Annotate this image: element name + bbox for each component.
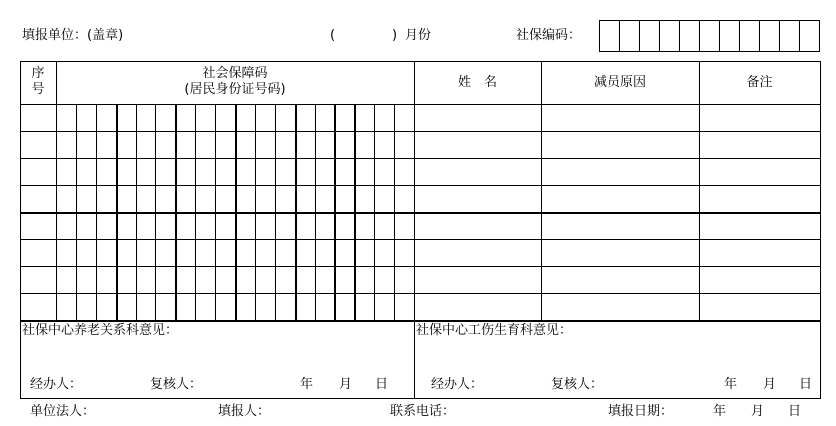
unit-label: 填报单位：(盖章) <box>22 28 124 43</box>
fill-date-month: 月 <box>751 404 765 419</box>
col-line-seq <box>56 61 57 320</box>
id-digit-line <box>394 104 395 320</box>
id-digit-line <box>235 104 237 320</box>
id-digit-line <box>295 104 297 320</box>
table-right-border <box>820 61 821 399</box>
left-day: 日 <box>375 377 389 392</box>
row-line <box>20 320 820 322</box>
table-left-border <box>20 61 21 398</box>
id-digit-line <box>334 104 336 320</box>
legal-rep-label: 单位法人： <box>30 404 96 419</box>
right-month: 月 <box>763 377 777 392</box>
id-digit-line <box>354 104 356 320</box>
fill-date-year: 年 <box>713 404 727 419</box>
id-digit-line <box>195 104 196 320</box>
id-digit-line <box>215 104 216 320</box>
row-line <box>20 158 820 159</box>
col-seq-header <box>20 66 56 98</box>
right-opinion-title: 社保中心工伤生育科意见： <box>416 323 573 338</box>
left-month: 月 <box>339 377 353 392</box>
col-reason-header: 减员原因 <box>593 75 646 90</box>
id-digit-line <box>175 104 177 320</box>
col-code-line2: (居民身份证号码) <box>184 82 286 97</box>
right-handler-label: 经办人： <box>431 377 484 392</box>
paren-open: ( <box>330 28 336 43</box>
id-digit-line <box>96 104 97 320</box>
col-seq-char1: 序 <box>31 66 45 81</box>
id-digit-line <box>255 104 256 320</box>
table-bottom-border <box>20 398 821 399</box>
col-name-header: 姓 名 <box>457 75 497 90</box>
col-code-line1: 社会保障码 <box>202 66 268 81</box>
id-digit-line <box>116 104 118 320</box>
row-line <box>20 266 820 267</box>
row-line <box>20 239 820 240</box>
id-digit-line <box>315 104 316 320</box>
fill-date-label: 填报日期： <box>608 404 674 419</box>
col-seq-char2: 号 <box>31 82 45 97</box>
row-line <box>20 212 820 214</box>
right-day: 日 <box>799 377 813 392</box>
row-line <box>20 185 820 186</box>
row-line <box>20 293 820 294</box>
id-digit-line <box>76 104 77 320</box>
col-line-reason <box>541 61 542 320</box>
col-note-header: 备注 <box>746 75 773 90</box>
right-reviewer-label: 复核人： <box>551 377 604 392</box>
code-label: 社保编码： <box>516 28 582 43</box>
id-digit-line <box>374 104 375 320</box>
filler-label: 填报人： <box>218 404 271 419</box>
month-label: 月份 <box>405 28 432 43</box>
left-reviewer-label: 复核人： <box>150 377 203 392</box>
col-code-header <box>56 66 414 98</box>
row-line <box>20 131 820 132</box>
id-digit-line <box>155 104 156 320</box>
id-digit-line <box>136 104 137 320</box>
id-digit-line <box>275 104 276 320</box>
left-year: 年 <box>300 377 314 392</box>
fill-date-day: 日 <box>788 404 802 419</box>
paren-close: ) <box>392 28 398 43</box>
left-handler-label: 经办人： <box>30 377 83 392</box>
header-bottom-line <box>20 104 820 105</box>
col-line-note <box>699 61 700 320</box>
table-top-border <box>20 61 820 62</box>
phone-label: 联系电话： <box>390 404 456 419</box>
right-year: 年 <box>724 377 738 392</box>
col-line-name <box>414 61 415 398</box>
left-opinion-title: 社保中心养老关系科意见： <box>22 323 179 338</box>
